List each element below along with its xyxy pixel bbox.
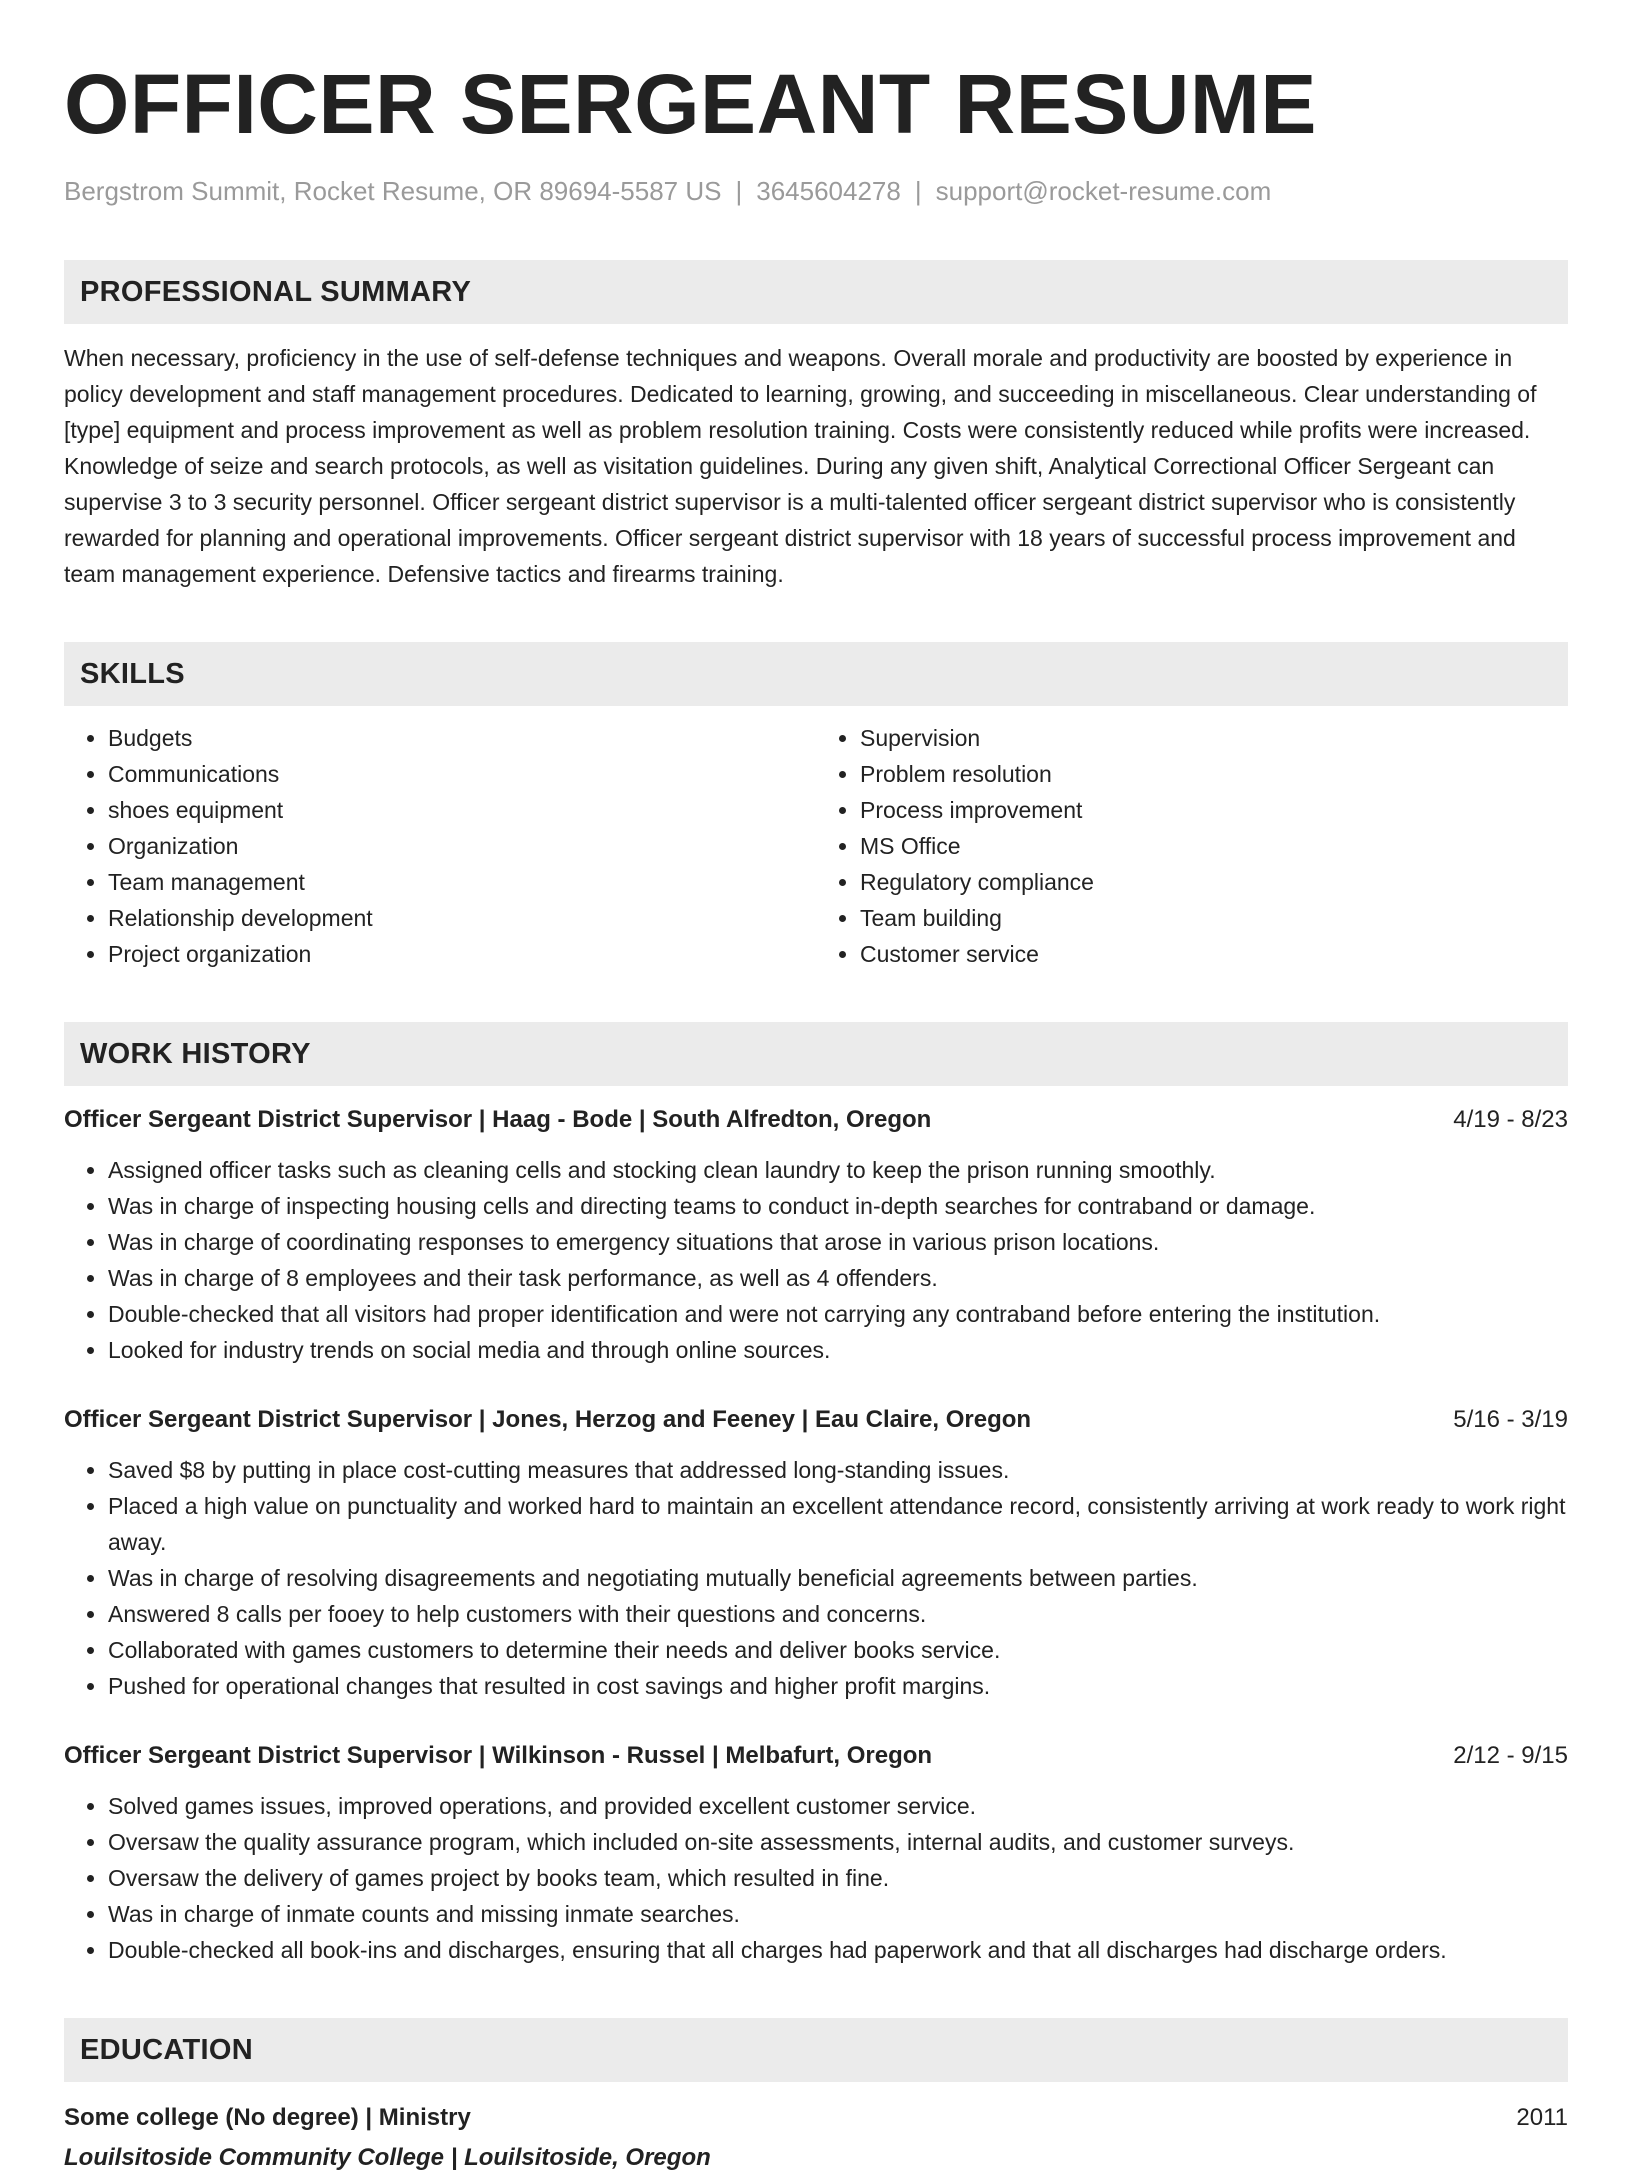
contact-line xyxy=(64,174,1568,208)
skill-item: • Customer service xyxy=(860,936,1568,972)
job-bullet: • Oversaw the quality assurance program, which included on-site assessments, internal audits, and customer surveys. xyxy=(108,1824,1568,1860)
contact-separator: | xyxy=(735,176,743,206)
skill-item: • Relationship development xyxy=(108,900,816,936)
job-heading: Officer Sergeant District Supervisor | Jones, Herzog and Feeney | Eau Claire, Oregon xyxy=(64,1406,1032,1433)
job-bullet: • Saved $8 by putting in place cost-cutting measures that addressed long-standing issues. xyxy=(108,1452,1568,1488)
education-degree: Some college (No degree) | Ministry xyxy=(64,2104,471,2131)
job-dates: 5/16 - 3/19 xyxy=(1453,1406,1568,1433)
section-header-education: EDUCATION xyxy=(64,2018,1568,2082)
skill-item: • Organization xyxy=(108,828,816,864)
job-heading: Officer Sergeant District Supervisor | Haag - Bode | South Alfredton, Oregon xyxy=(64,1106,932,1133)
job-bullet: • Placed a high value on punctuality and worked hard to maintain an excellent attendance record, consistently arriving at work ready to work right away. xyxy=(108,1488,1568,1560)
job-bullet: • Looked for industry trends on social media and through online sources. xyxy=(108,1332,1568,1368)
skill-item: • Project organization xyxy=(108,936,816,972)
job-bullet: • Was in charge of inspecting housing cells and directing teams to conduct in-depth searches for contraband or damage. xyxy=(108,1188,1568,1224)
job-bullet: • Pushed for operational changes that resulted in cost savings and higher profit margins. xyxy=(108,1668,1568,1704)
job-header xyxy=(64,1738,1568,1774)
contact-phone: 3645604278 xyxy=(756,176,901,206)
job-header xyxy=(64,1402,1568,1438)
skills-list xyxy=(64,720,1568,972)
education-school: Louilsitoside Community College | Louilsitoside, Oregon xyxy=(64,2144,711,2171)
job-bullet: • Solved games issues, improved operations, and provided excellent customer service. xyxy=(108,1788,1568,1824)
skill-item: • Budgets xyxy=(108,720,816,756)
job-bullet: • Oversaw the delivery of games project by books team, which resulted in fine. xyxy=(108,1860,1568,1896)
skill-item: • Problem resolution xyxy=(860,756,1568,792)
job-bullet: • Assigned officer tasks such as cleaning cells and stocking clean laundry to keep the prison running smoothly. xyxy=(108,1152,1568,1188)
skills-column-right xyxy=(816,720,1568,972)
contact-address: Bergstrom Summit, Rocket Resume, OR 89694-5587 US xyxy=(64,176,722,206)
job-bullet: • Collaborated with games customers to determine their needs and deliver books service. xyxy=(108,1632,1568,1668)
job-bullets xyxy=(64,1452,1568,1704)
job-bullet: • Was in charge of inmate counts and missing inmate searches. xyxy=(108,1896,1568,1932)
resume-title: OFFICER SERGEANT RESUME xyxy=(64,57,1317,151)
education-entry xyxy=(64,2100,1568,2176)
job-entry xyxy=(64,1102,1568,1368)
job-bullet: • Was in charge of resolving disagreements and negotiating mutually beneficial agreements between parties. xyxy=(108,1560,1568,1596)
job-dates: 4/19 - 8/23 xyxy=(1453,1106,1568,1133)
section-header-summary: PROFESSIONAL SUMMARY xyxy=(64,260,1568,324)
skills-column-left xyxy=(64,720,816,972)
contact-email: support@rocket-resume.com xyxy=(935,176,1272,206)
job-header xyxy=(64,1102,1568,1138)
contact-separator: | xyxy=(914,176,922,206)
job-bullet: • Was in charge of 8 employees and their task performance, as well as 4 offenders. xyxy=(108,1260,1568,1296)
job-bullet: • Was in charge of coordinating responses to emergency situations that arose in various prison locations. xyxy=(108,1224,1568,1260)
job-entry xyxy=(64,1738,1568,1968)
skill-item: • Communications xyxy=(108,756,816,792)
summary-text: When necessary, proficiency in the use of self-defense techniques and weapons. Overall morale and productivity are boosted by experience in policy development and staff management procedures. Dedicated to learning, growing, and succeeding in miscellaneous. Clear understanding of [type] equipment and process improvement as well as problem resolution training. Costs were consistently reduced while profits were increased. Knowledge of seize and search protocols, as well as visitation guidelines. During any given shift, Analytical Correctional Officer Sergeant can supervise 3 to 3 security personnel. Officer sergeant district supervisor is a multi-talented officer sergeant district supervisor who is consistently rewarded for planning and operational improvements. Officer sergeant district supervisor with 18 years of successful process improvement and team management experience. Defensive tactics and firearms training. xyxy=(64,345,1537,587)
job-heading: Officer Sergeant District Supervisor | Wilkinson - Russel | Melbafurt, Oregon xyxy=(64,1742,933,1769)
job-bullets xyxy=(64,1788,1568,1968)
job-entry xyxy=(64,1402,1568,1704)
skill-item: • Team building xyxy=(860,900,1568,936)
resume-page xyxy=(64,0,1568,2176)
education-header xyxy=(64,2100,1568,2136)
skill-item: • Supervision xyxy=(860,720,1568,756)
skill-item: • Regulatory compliance xyxy=(860,864,1568,900)
skill-item: • Process improvement xyxy=(860,792,1568,828)
education-year: 2011 xyxy=(1516,2104,1568,2131)
skill-item: • Team management xyxy=(108,864,816,900)
job-bullets xyxy=(64,1152,1568,1368)
section-header-work-history: WORK HISTORY xyxy=(64,1022,1568,1086)
job-bullet: • Double-checked that all visitors had proper identification and were not carrying any contraband before entering the institution. xyxy=(108,1296,1568,1332)
job-dates: 2/12 - 9/15 xyxy=(1453,1742,1568,1769)
job-bullet: • Double-checked all book-ins and discharges, ensuring that all charges had paperwork and that all discharges had discharge orders. xyxy=(108,1932,1568,1968)
section-header-skills: SKILLS xyxy=(64,642,1568,706)
job-bullet: • Answered 8 calls per fooey to help customers with their questions and concerns. xyxy=(108,1596,1568,1632)
skill-item: • shoes equipment xyxy=(108,792,816,828)
skill-item: • MS Office xyxy=(860,828,1568,864)
